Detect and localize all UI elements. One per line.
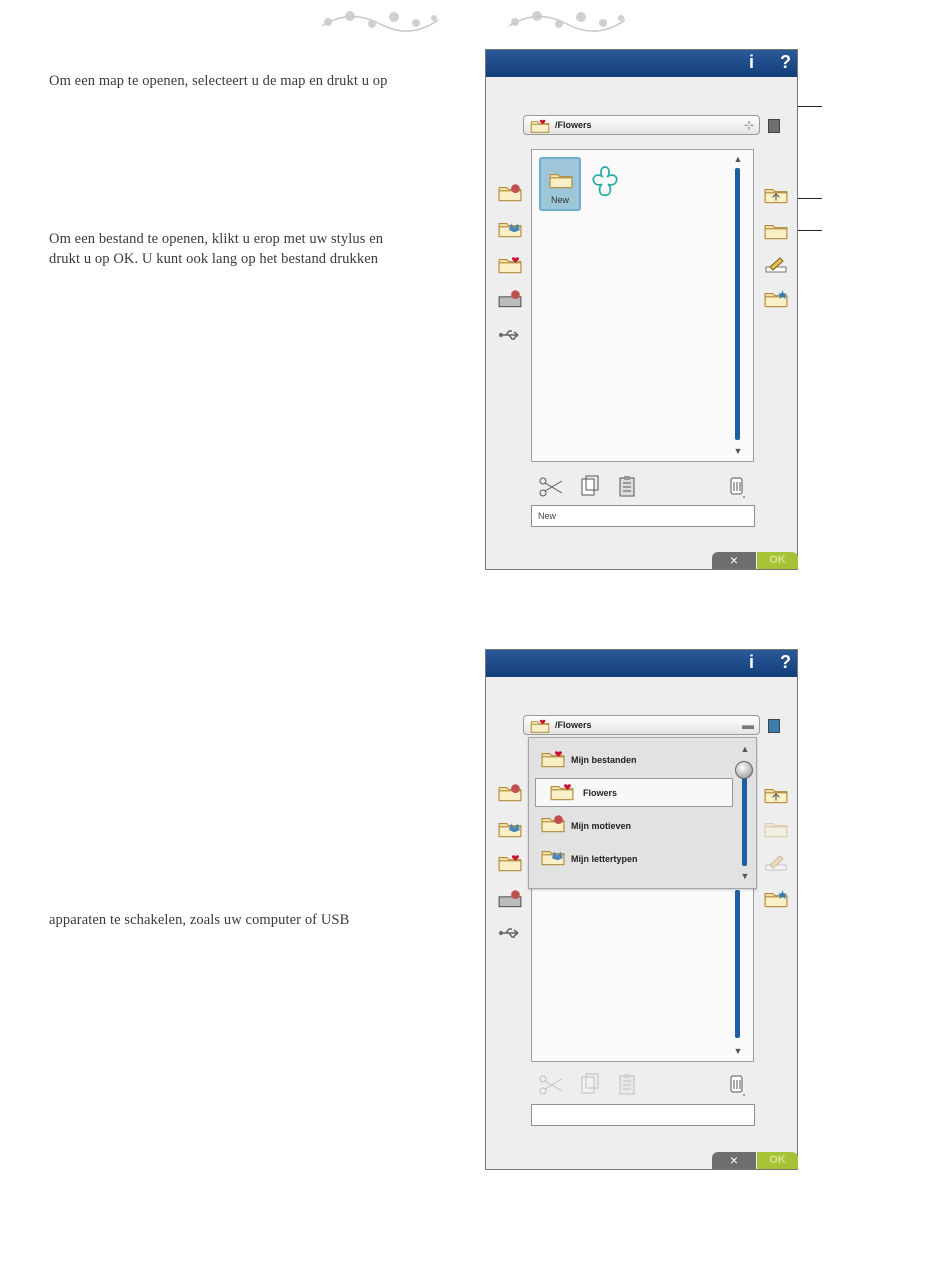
paragraph-open-file-line-1: Om een bestand te openen, klikt u erop met uw stylus en: [49, 231, 384, 247]
folder-heart-icon: [541, 750, 565, 768]
sidebar-toggle-button[interactable]: [768, 719, 780, 733]
my-designs-folder-icon[interactable]: [498, 184, 522, 202]
file-list[interactable]: [531, 149, 754, 462]
path-bar[interactable]: [523, 115, 760, 135]
flower-design-icon[interactable]: [585, 164, 625, 202]
list-item-new-folder[interactable]: [539, 157, 581, 211]
dropdown-scroll-down-icon[interactable]: ▼: [740, 871, 750, 881]
rename-icon: [764, 854, 788, 872]
folder-up-icon[interactable]: [764, 186, 788, 204]
my-files-folder-icon[interactable]: [498, 256, 522, 274]
dropdown-item-label: Flowers: [583, 788, 618, 798]
paragraph-open-folder: Om een map te openen, selecteert u de map en drukt u op: [49, 73, 388, 89]
scroll-down-icon[interactable]: ▼: [733, 446, 743, 456]
folder-font-icon: [541, 848, 565, 866]
usb-icon[interactable]: [498, 926, 522, 940]
dropdown-item-my-fonts[interactable]: [541, 848, 721, 870]
dropdown-scrollbar[interactable]: [742, 768, 747, 866]
paste-icon[interactable]: [617, 475, 637, 497]
new-folder-icon[interactable]: [764, 890, 788, 908]
paste-icon: [617, 1073, 637, 1095]
folder-heart-icon: [530, 119, 550, 133]
ornament-left: [320, 6, 442, 38]
ok-button[interactable]: OK: [757, 1152, 798, 1169]
cancel-button[interactable]: ×: [712, 552, 756, 569]
path-label: /Flowers: [555, 120, 592, 130]
folder-dropdown[interactable]: [528, 737, 757, 889]
file-manager-screen-1: [485, 49, 798, 570]
info-button[interactable]: i: [749, 52, 755, 72]
computer-folder-icon[interactable]: [498, 290, 522, 308]
expand-path-icon[interactable]: ⊹: [743, 118, 754, 132]
cut-icon[interactable]: [538, 477, 564, 497]
title-bar: [486, 650, 797, 677]
path-bar[interactable]: [523, 715, 760, 735]
dropdown-item-my-files[interactable]: [541, 748, 721, 770]
help-button[interactable]: ?: [780, 52, 791, 72]
dropdown-scroll-thumb[interactable]: [735, 761, 753, 779]
list-item-label: New: [550, 195, 569, 205]
new-folder-icon[interactable]: [764, 290, 788, 308]
open-folder-icon[interactable]: [764, 222, 788, 240]
delete-icon[interactable]: [727, 475, 747, 499]
folder-icon: [549, 171, 573, 189]
copy-icon: [580, 1073, 600, 1095]
dropdown-item-label: Mijn lettertypen: [571, 854, 638, 864]
dropdown-item-label: Mijn bestanden: [571, 755, 637, 765]
paragraph-open-file: [49, 229, 383, 269]
usb-icon[interactable]: [498, 328, 522, 342]
dropdown-item-flowers[interactable]: [535, 778, 733, 807]
scrollbar[interactable]: [735, 168, 740, 440]
ok-button[interactable]: OK: [757, 552, 798, 569]
my-fonts-folder-icon[interactable]: [498, 220, 522, 238]
file-manager-screen-2: [485, 649, 798, 1170]
my-fonts-folder-icon[interactable]: [498, 820, 522, 838]
help-button[interactable]: ?: [780, 652, 791, 672]
open-folder-icon: [764, 820, 788, 838]
paragraph-open-file-line-2: drukt u op OK. U kunt ook lang op het bestand drukken: [49, 251, 379, 267]
name-field[interactable]: New: [531, 505, 755, 527]
delete-icon[interactable]: [727, 1073, 747, 1097]
scrollbar[interactable]: [735, 890, 740, 1038]
title-bar: [486, 50, 797, 77]
path-label: /Flowers: [555, 720, 592, 730]
folder-up-icon[interactable]: [764, 786, 788, 804]
cut-icon: [538, 1075, 564, 1095]
my-designs-folder-icon[interactable]: [498, 784, 522, 802]
folder-heart-icon: [550, 783, 574, 801]
sidebar-toggle-button[interactable]: [768, 119, 780, 133]
collapse-path-icon[interactable]: ▬: [742, 718, 754, 732]
rename-icon[interactable]: [764, 256, 788, 274]
name-field[interactable]: [531, 1104, 755, 1126]
cancel-button[interactable]: ×: [712, 1152, 756, 1169]
scroll-down-icon[interactable]: ▼: [733, 1046, 743, 1056]
dropdown-item-my-designs[interactable]: [541, 815, 721, 837]
scroll-up-icon[interactable]: ▲: [733, 154, 743, 164]
ornament-right: [507, 6, 629, 38]
dropdown-item-label: Mijn motieven: [571, 821, 632, 831]
my-files-folder-icon[interactable]: [498, 854, 522, 872]
dropdown-scroll-up-icon[interactable]: ▲: [740, 744, 750, 754]
folder-heart-icon: [530, 719, 550, 733]
paragraph-devices: apparaten te schakelen, zoals uw computer of USB: [49, 912, 350, 928]
folder-flower-icon: [541, 815, 565, 833]
copy-icon[interactable]: [580, 475, 600, 497]
computer-folder-icon[interactable]: [498, 890, 522, 908]
info-button[interactable]: i: [749, 652, 755, 672]
